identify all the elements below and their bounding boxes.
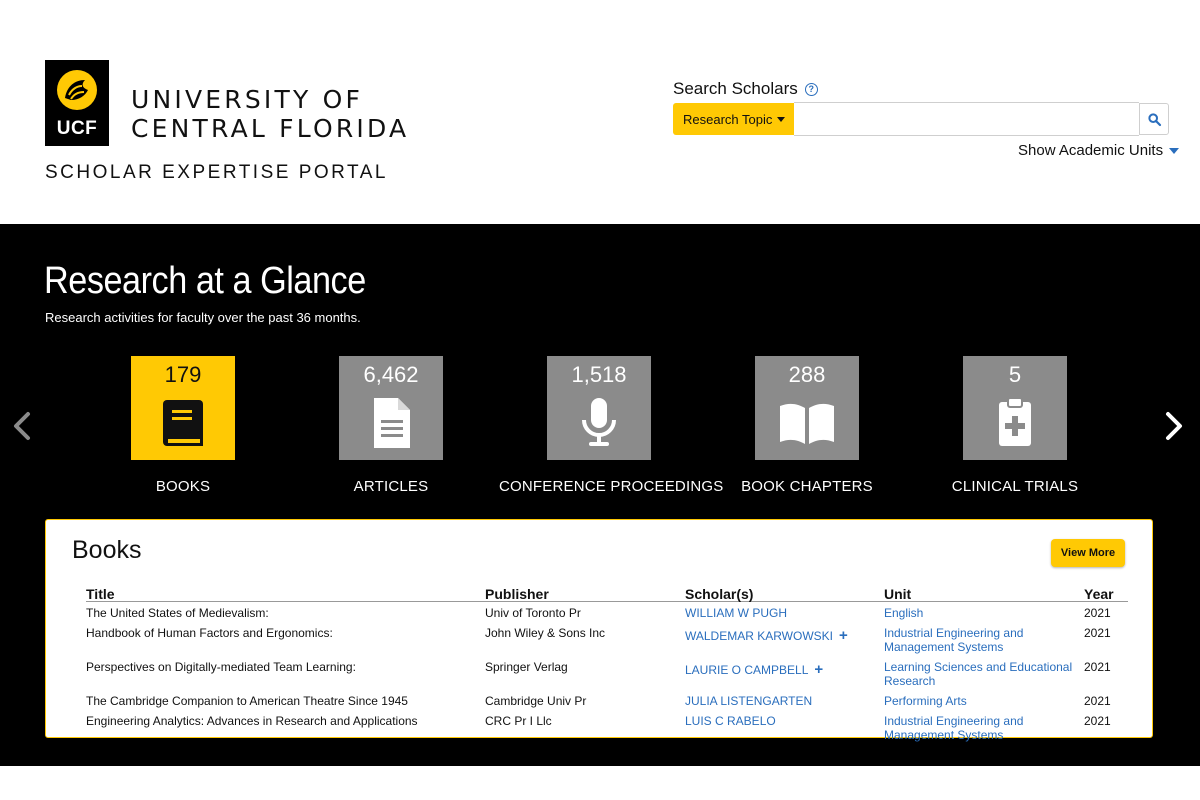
stat-count: 179 — [164, 362, 202, 387]
row-scholar-link[interactable] — [685, 694, 875, 708]
stat-count: 6,462 — [363, 362, 419, 387]
row-year: 2021 — [1084, 714, 1111, 728]
stat-tile[interactable] — [131, 356, 235, 460]
logo-text: UCF — [56, 118, 98, 139]
stat-books[interactable] — [83, 356, 283, 495]
stat-label: CLINICAL TRIALS — [951, 478, 1079, 495]
caret-down-icon — [777, 117, 785, 122]
row-scholar-link[interactable] — [685, 714, 875, 728]
portal-title: SCHOLAR EXPERTISE PORTAL — [45, 162, 388, 183]
row-scholar-link[interactable] — [685, 629, 875, 643]
view-more-button[interactable]: View More — [1051, 539, 1125, 567]
stat-tile[interactable] — [339, 356, 443, 460]
search-label: Search Scholars — [673, 79, 798, 98]
stat-tile[interactable] — [755, 356, 859, 460]
stat-clinical-trials[interactable] — [915, 356, 1115, 495]
section-subtitle: Research activities for faculty over the past 36 months. — [45, 310, 361, 325]
stat-conference-proceedings[interactable] — [499, 356, 724, 495]
row-scholar-link[interactable] — [685, 663, 875, 677]
document-icon — [366, 396, 416, 450]
row-unit-link[interactable]: Learning Sciences and Educational Research — [884, 660, 1073, 688]
row-publisher: Springer Verlag — [485, 660, 568, 674]
carousel-next-arrow-icon[interactable] — [1158, 406, 1188, 446]
row-publisher: Cambridge Univ Pr — [485, 694, 587, 708]
row-title: Engineering Analytics: Advances in Research and Applications — [86, 714, 418, 728]
scholar-name: WALDEMAR KARWOWSKI — [685, 629, 834, 643]
panel-title: Books — [72, 536, 142, 564]
row-year: 2021 — [1084, 660, 1111, 674]
stat-tile[interactable] — [963, 356, 1067, 460]
stat-label: CONFERENCE PROCEEDINGS — [499, 478, 724, 495]
row-publisher: John Wiley & Sons Inc — [485, 626, 606, 640]
table-body — [86, 604, 1128, 742]
row-year: 2021 — [1084, 606, 1111, 620]
clipboard-plus-icon — [990, 396, 1040, 450]
column-header-scholars: Scholar(s) — [685, 586, 754, 602]
row-title: Handbook of Human Factors and Ergonomics: — [86, 626, 333, 640]
scholar-name: JULIA LISTENGARTEN — [685, 694, 813, 708]
stat-label: ARTICLES — [353, 478, 429, 495]
university-name-line1: UNIVERSITY OF — [131, 85, 364, 114]
microphone-icon — [574, 396, 624, 450]
books-panel — [45, 519, 1153, 742]
row-unit-link[interactable]: Industrial Engineering and Management Systems — [884, 714, 1024, 742]
scholar-name: LUIS C RABELO — [685, 714, 776, 728]
scholar-name: LAURIE O CAMPBELL — [685, 663, 809, 677]
search-input[interactable] — [794, 102, 1139, 136]
stat-tile[interactable] — [547, 356, 651, 460]
footer-strip — [0, 766, 1200, 800]
search-type-select[interactable] — [673, 103, 794, 135]
stat-book-chapters[interactable] — [707, 356, 907, 495]
column-header-year: Year — [1084, 586, 1114, 602]
row-unit-link[interactable]: Industrial Engineering and Management Systems — [884, 626, 1024, 654]
show-academic-units-toggle[interactable] — [1018, 142, 1179, 159]
column-header-publisher: Publisher — [485, 586, 549, 602]
stat-count: 1,518 — [571, 362, 627, 387]
row-title: The Cambridge Companion to American Theatre Since 1945 — [86, 694, 408, 708]
stat-label: BOOK CHAPTERS — [741, 478, 873, 495]
search-label-row — [673, 79, 818, 99]
stat-articles[interactable] — [291, 356, 491, 495]
stat-count: 288 — [788, 362, 826, 387]
question-circle-icon[interactable]: ? — [805, 83, 818, 96]
table-header — [86, 586, 1128, 602]
stat-count: 5 — [1008, 362, 1022, 387]
pegasus-icon — [55, 68, 99, 112]
scholar-name: WILLIAM W PUGH — [685, 606, 788, 620]
row-scholar-link[interactable] — [685, 606, 875, 620]
row-unit-link[interactable]: English — [884, 606, 924, 620]
row-unit-link[interactable]: Performing Arts — [884, 694, 967, 708]
row-title: The United States of Medievalism: — [86, 606, 269, 620]
column-header-title: Title — [86, 586, 115, 602]
search-button[interactable] — [1139, 103, 1169, 135]
search-bar — [673, 103, 1169, 136]
column-header-unit: Unit — [884, 586, 912, 602]
row-publisher: CRC Pr I Llc — [485, 714, 552, 728]
units-toggle-label: Show Academic Units — [1018, 142, 1164, 159]
row-publisher: Univ of Toronto Pr — [485, 606, 581, 620]
plus-icon[interactable]: + — [839, 627, 848, 644]
caret-down-icon — [1169, 148, 1179, 154]
site-header — [0, 0, 1200, 224]
section-title: Research at a Glance — [44, 260, 366, 302]
open-book-icon — [782, 396, 832, 450]
carousel-prev-arrow-icon[interactable] — [8, 406, 38, 446]
search-type-selected: Research Topic — [683, 111, 773, 127]
research-at-a-glance — [0, 224, 1200, 766]
row-year: 2021 — [1084, 694, 1111, 708]
stat-label: BOOKS — [155, 478, 211, 495]
search-icon — [1148, 113, 1161, 126]
book-icon — [158, 396, 208, 450]
university-name-line2: CENTRAL FLORIDA — [131, 114, 410, 143]
plus-icon[interactable]: + — [814, 661, 824, 678]
row-title: Perspectives on Digitally-mediated Team Learning: — [86, 660, 356, 674]
ucf-logo[interactable] — [45, 60, 109, 146]
row-year: 2021 — [1084, 626, 1111, 640]
